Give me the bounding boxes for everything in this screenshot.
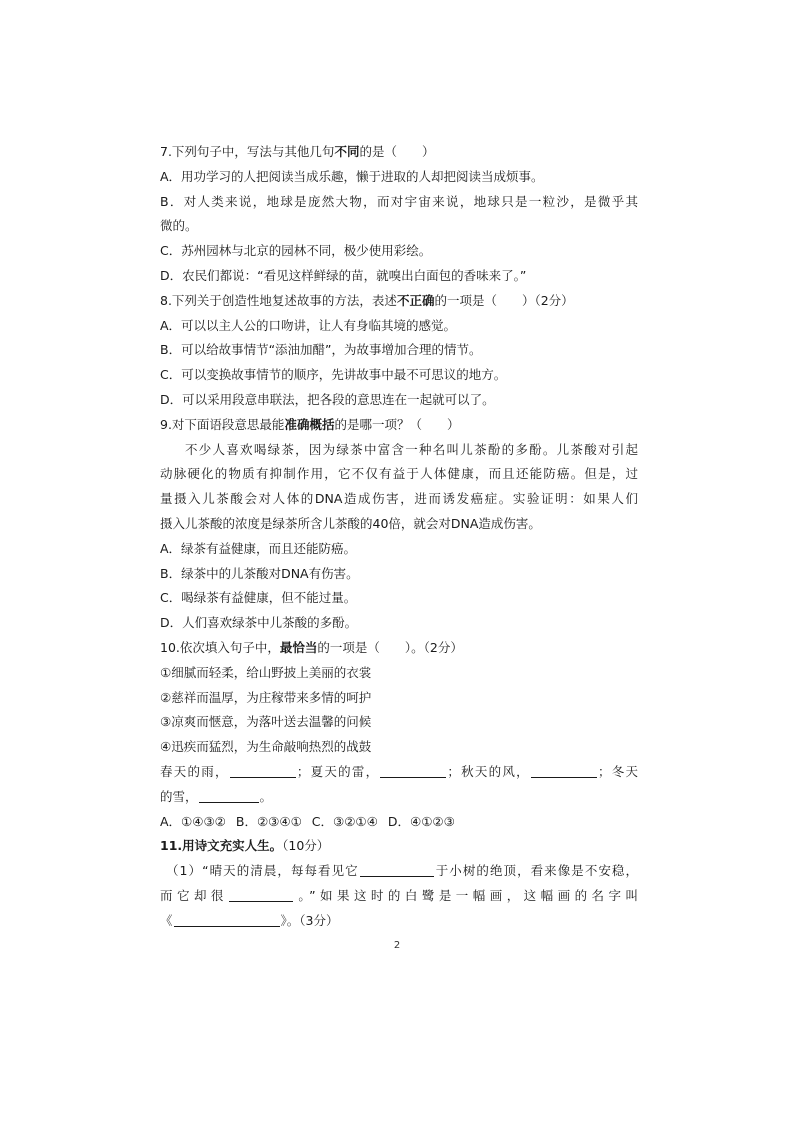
q8-option-d: D．可以采用段意串联法，把各段的意思连在一起就可以了。 [160, 391, 495, 407]
q11-blank-3[interactable] [174, 912, 280, 927]
q11-blank-2[interactable] [229, 887, 293, 902]
q10-blank-spring[interactable] [230, 763, 296, 778]
q7-option-b-cont: 微的。 [160, 218, 198, 234]
q8-option-a: A．可以以主人公的口吻讲，让人有身临其境的感觉。 [160, 317, 457, 333]
q10-fill-text-1: 春天的雨， [160, 763, 229, 779]
q9-option-c: C．喝绿茶有益健康，但不能过量。 [160, 590, 357, 606]
q10-choice-a: A．①④③② [160, 813, 226, 829]
q10-blank-summer[interactable] [380, 763, 446, 778]
q11-sub1-text-f: 》。（3分） [280, 912, 339, 928]
q10-item-2: ②慈祥而温厚，为庄稼带来多情的呵护 [160, 689, 372, 705]
q10-fill-text-3: ；秋天的风， [447, 763, 530, 779]
q10-fill-line-2 [160, 785, 638, 810]
question-10-title [160, 636, 638, 661]
q11-title-text: 11.用诗文充实人生。 [160, 838, 283, 854]
q11-sub1-text-b: 于小树的绝顶，看来像是不安稳， [434, 863, 638, 879]
q10-choice-b: B．②③④① [235, 813, 302, 829]
q9-title-emphasis: 准确概括 [284, 416, 335, 432]
q7-title-text: 7.下列句子中，写法与其他几句 [160, 144, 335, 159]
q11-blank-1[interactable] [360, 862, 434, 877]
q11-sub1-text-a: （1）“晴天的清晨，每每看见它 [166, 863, 359, 879]
q9-passage-line-2: 动脉硬化的物质有抑制作用，它不仅有益于人体健康，而且还能防癌。但是，过 [160, 466, 638, 482]
q7-option-b: B．对人类来说，地球是庞然大物，而对宇宙来说，地球只是一粒沙，是微乎其 [160, 193, 638, 209]
q8-option-c: C．可以变换故事情节的顺序，先讲故事中最不可思议的地方。 [160, 367, 507, 383]
q7-title-tail: 的是（ ） [359, 144, 435, 159]
q9-passage-line-4: 摄入儿茶酸的浓度是绿茶所含儿茶酸的40倍，就会对DNA造成伤害。 [160, 515, 541, 531]
q10-item-1: ①细腻而轻柔，给山野披上美丽的衣裳 [160, 664, 372, 680]
q9-passage-line-1: 不少人喜欢喝绿茶，因为绿茶中富含一种名叫儿茶酚的多酚。儿茶酸对引起 [185, 441, 638, 457]
question-8-title [160, 289, 638, 314]
q10-fill-text-5: 的雪， [160, 788, 198, 804]
q9-option-b: B．绿茶中的儿茶酸对DNA有伤害。 [160, 565, 359, 581]
q10-blank-autumn[interactable] [531, 763, 597, 778]
q10-title-text: 10.依次填入句子中， [160, 639, 280, 655]
q10-fill-text-4: ；冬天 [597, 763, 638, 779]
q10-choice-c: C．③②①④ [311, 813, 378, 829]
q9-option-d: D．人们喜欢绿茶中儿茶酸的多酚。 [160, 615, 358, 631]
q11-sub1-line-1 [160, 859, 638, 884]
q10-item-3: ③凉爽而惬意，为落叶送去温馨的问候 [160, 714, 372, 730]
q8-title-emphasis: 不正确 [396, 292, 435, 308]
q11-sub1-line-3 [160, 909, 638, 934]
q8-option-b: B．可以给故事情节“添油加醋”，为故事增加合理的情节。 [160, 342, 482, 358]
q10-fill-text-2: ；夏天的雷， [296, 763, 380, 779]
q11-sub1-text-d: 。”如果这时的白鹭是一幅画，这幅画的名字叫 [293, 887, 638, 903]
q11-sub1-text-c: 而它却很 [160, 887, 228, 903]
q10-title-tail: 的一项是（ ）。（2分） [317, 639, 463, 655]
q10-choice-d: D．④①②③ [387, 813, 455, 829]
q9-title-tail: 的是哪一项？（ ） [334, 416, 460, 432]
q10-fill-line-1 [160, 760, 638, 785]
q10-item-4: ④迅疾而猛烈，为生命敲响热烈的战鼓 [160, 739, 372, 755]
q9-title-text: 9.对下面语段意思最能 [160, 416, 285, 432]
q10-title-emphasis: 最恰当 [279, 639, 318, 655]
page-number: 2 [393, 940, 401, 951]
q7-option-a: A．用功学习的人把阅读当成乐趣，懒于进取的人却把阅读当成烦事。 [160, 168, 544, 184]
q9-passage-line-3: 量摄入儿茶酸会对人体的DNA造成伤害，进而诱发癌症。实验证明：如果人们 [160, 491, 638, 507]
exam-content [160, 140, 638, 934]
q7-option-d: D．农民们都说：“看见这样鲜绿的苗，就嗅出白面包的香味来了。” [160, 267, 527, 283]
q8-title-tail: 的一项是（ ）（2分） [434, 292, 574, 308]
question-9-title [160, 413, 638, 438]
q10-fill-text-6: 。 [259, 788, 273, 804]
question-7-title [160, 140, 638, 165]
question-11-title [160, 834, 638, 859]
q8-title-text: 8.下列关于创造性地复述故事的方法，表述 [160, 292, 397, 308]
q7-title-emphasis: 不同 [334, 144, 360, 159]
q7-option-c: C．苏州园林与北京的园林不同，极少使用彩绘。 [160, 243, 432, 259]
q10-choices [160, 810, 638, 835]
q11-points: （10分） [282, 838, 330, 854]
q11-sub1-text-e: 《 [160, 912, 173, 928]
q10-blank-winter[interactable] [199, 788, 259, 803]
q9-option-a: A．绿茶有益健康，而且还能防癌。 [160, 540, 357, 556]
q11-sub1-line-2 [160, 884, 638, 909]
